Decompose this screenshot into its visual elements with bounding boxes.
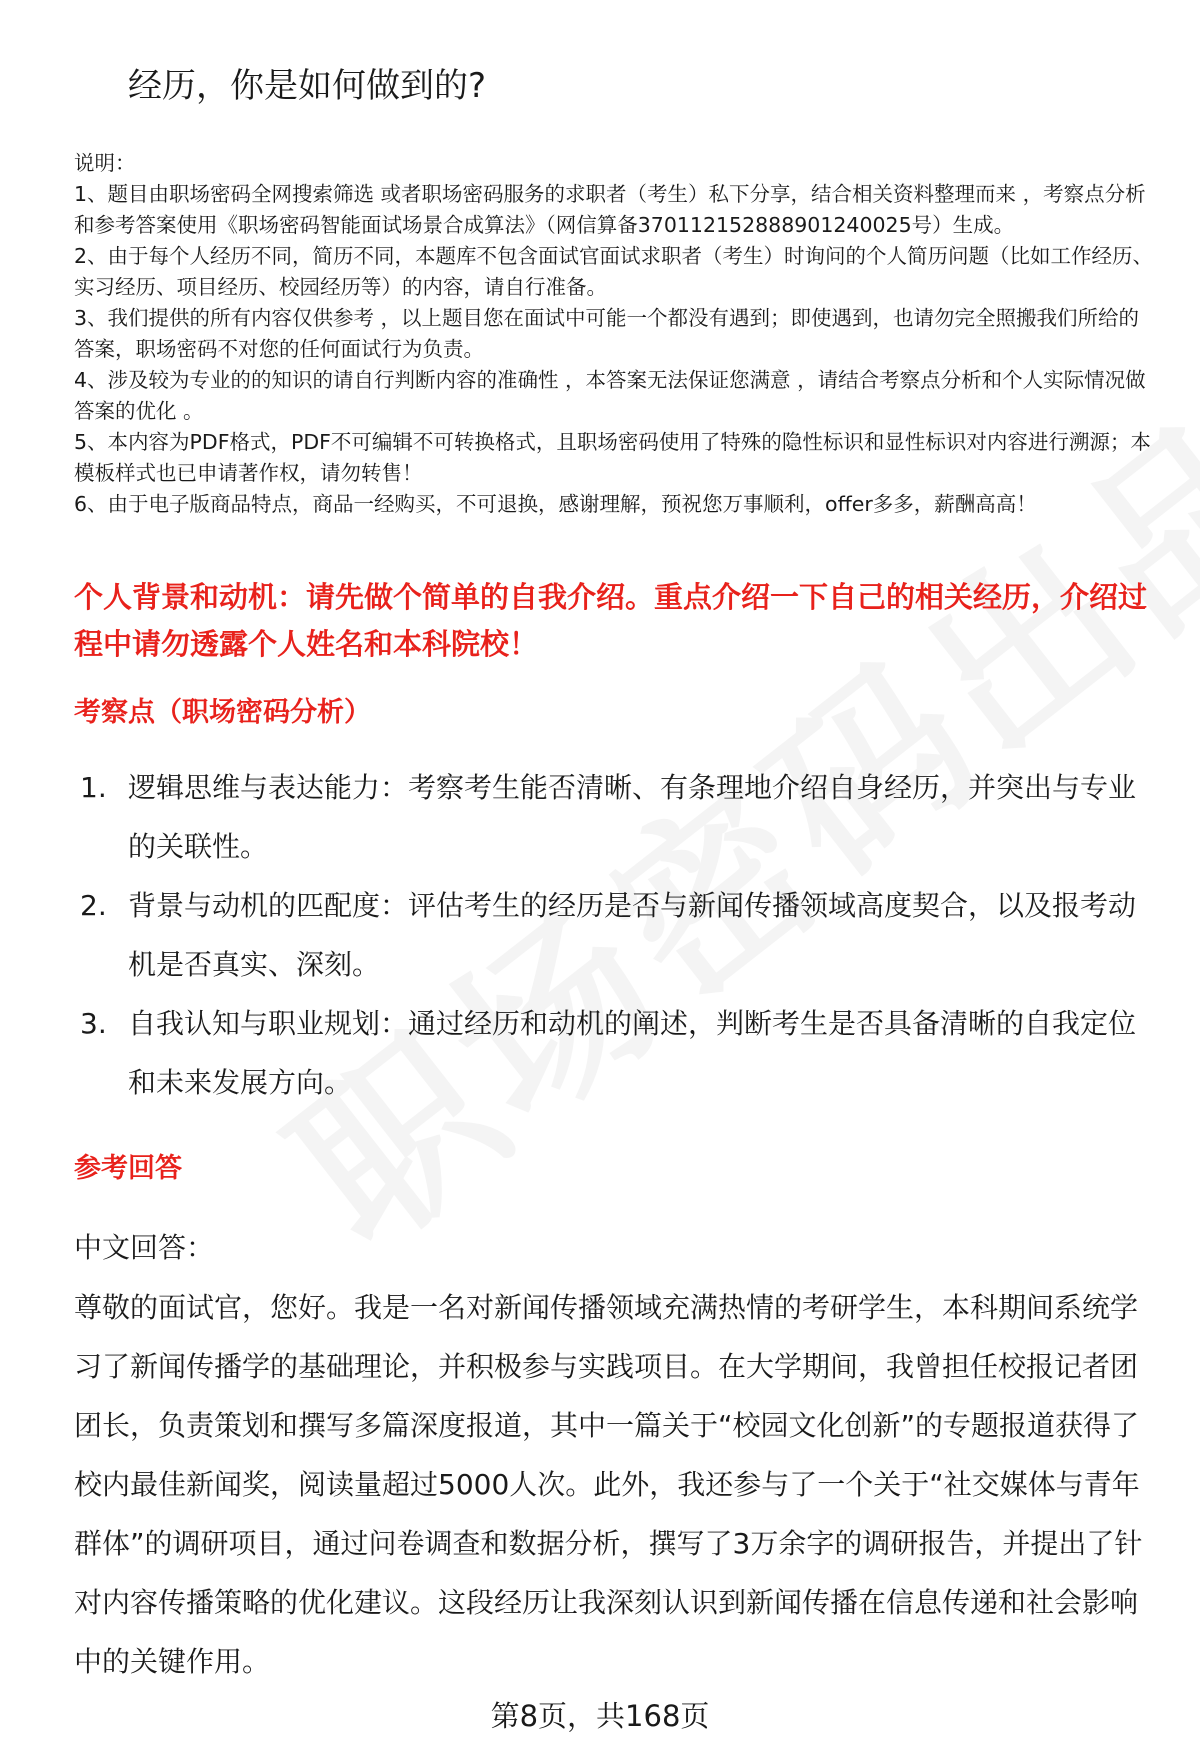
note-item: 3、我们提供的所有内容仅供参考 ，以上题目您在面试中可能一个都没有遇到；即使遇到，也请勿完全照搬我们所给的答案，职场密码不对您的任何面试行为负责。	[74, 306, 1140, 361]
point-number: 1.	[80, 771, 107, 804]
question-tail: 经历，你是如何做到的?	[128, 66, 487, 106]
reference-title: 参考回答	[74, 1153, 182, 1184]
analysis-point	[80, 994, 1160, 1112]
point-text: 逻辑思维与表达能力：考察考生能否清晰、有条理地介绍自身经历，并突出与专业的关联性。	[128, 771, 1137, 863]
note-item: 6、由于电子版商品特点，商品一经购买，不可退换，感谢理解，预祝您万事顺利，offer多多，薪酬高高！	[74, 492, 1037, 516]
analysis-title: 考察点（职场密码分析）	[74, 697, 371, 728]
point-text: 背景与动机的匹配度：评估考生的经历是否与新闻传播领域高度契合，以及报考动机是否真实、深刻。	[128, 889, 1137, 981]
point-text: 自我认知与职业规划：通过经历和动机的阐述，判断考生是否具备清晰的自我定位和未来发展方向。	[128, 1007, 1137, 1099]
analysis-point	[80, 758, 1160, 876]
analysis-list	[80, 758, 1160, 1112]
point-number: 2.	[80, 889, 107, 922]
notes-heading: 说明：	[74, 151, 136, 175]
note-item: 2、由于每个人经历不同，简历不同，本题库不包含面试官面试求职者（考生）时询问的个人简历问题（比如工作经历、实习经历、项目经历、校园经历等）的内容，请自行准备。	[74, 244, 1154, 299]
point-number: 3.	[80, 1007, 107, 1040]
page-footer: 第8页，共168页	[490, 1699, 710, 1733]
note-item: 1、题目由职场密码全网搜索筛选 或者职场密码服务的求职者（考生）私下分享，结合相关资料整理而来 ，考察点分析和参考答案使用《职场密码智能面试场景合成算法》（网信算备370112152888901240025号）生成。	[74, 182, 1146, 237]
question-title: 个人背景和动机：请先做个简单的自我介绍。重点介绍一下自己的相关经历，介绍过程中请勿透露个人姓名和本科院校！	[74, 580, 1148, 661]
analysis-point	[80, 876, 1160, 994]
answer-label: 中文回答：	[74, 1231, 215, 1264]
note-item: 5、本内容为PDF格式，PDF不可编辑不可转换格式，且职场密码使用了特殊的隐性标识和显性标识对内容进行溯源；本模板样式也已申请著作权，请勿转售！	[74, 430, 1151, 485]
notes-block	[74, 148, 1156, 520]
answer-body: 尊敬的面试官，您好。我是一名对新闻传播领域充满热情的考研学生，本科期间系统学习了新闻传播学的基础理论，并积极参与实践项目。在大学期间，我曾担任校报记者团团长，负责策划和撰写多篇深度报道，其中一篇关于“校园文化创新”的专题报道获得了校内最佳新闻奖，阅读量超过5000人次。此外，我还参与了一个关于“社交媒体与青年群体”的调研项目，通过问卷调查和数据分析，撰写了3万余字的调研报告，并提出了针对内容传播策略的优化建议。这段经历让我深刻认识到新闻传播在信息传递和社会影响中的关键作用。	[74, 1291, 1143, 1678]
note-item: 4、涉及较为专业的的知识的请自行判断内容的准确性 ，本答案无法保证您满意 ，请结合考察点分析和个人实际情况做答案的优化 。	[74, 368, 1146, 423]
